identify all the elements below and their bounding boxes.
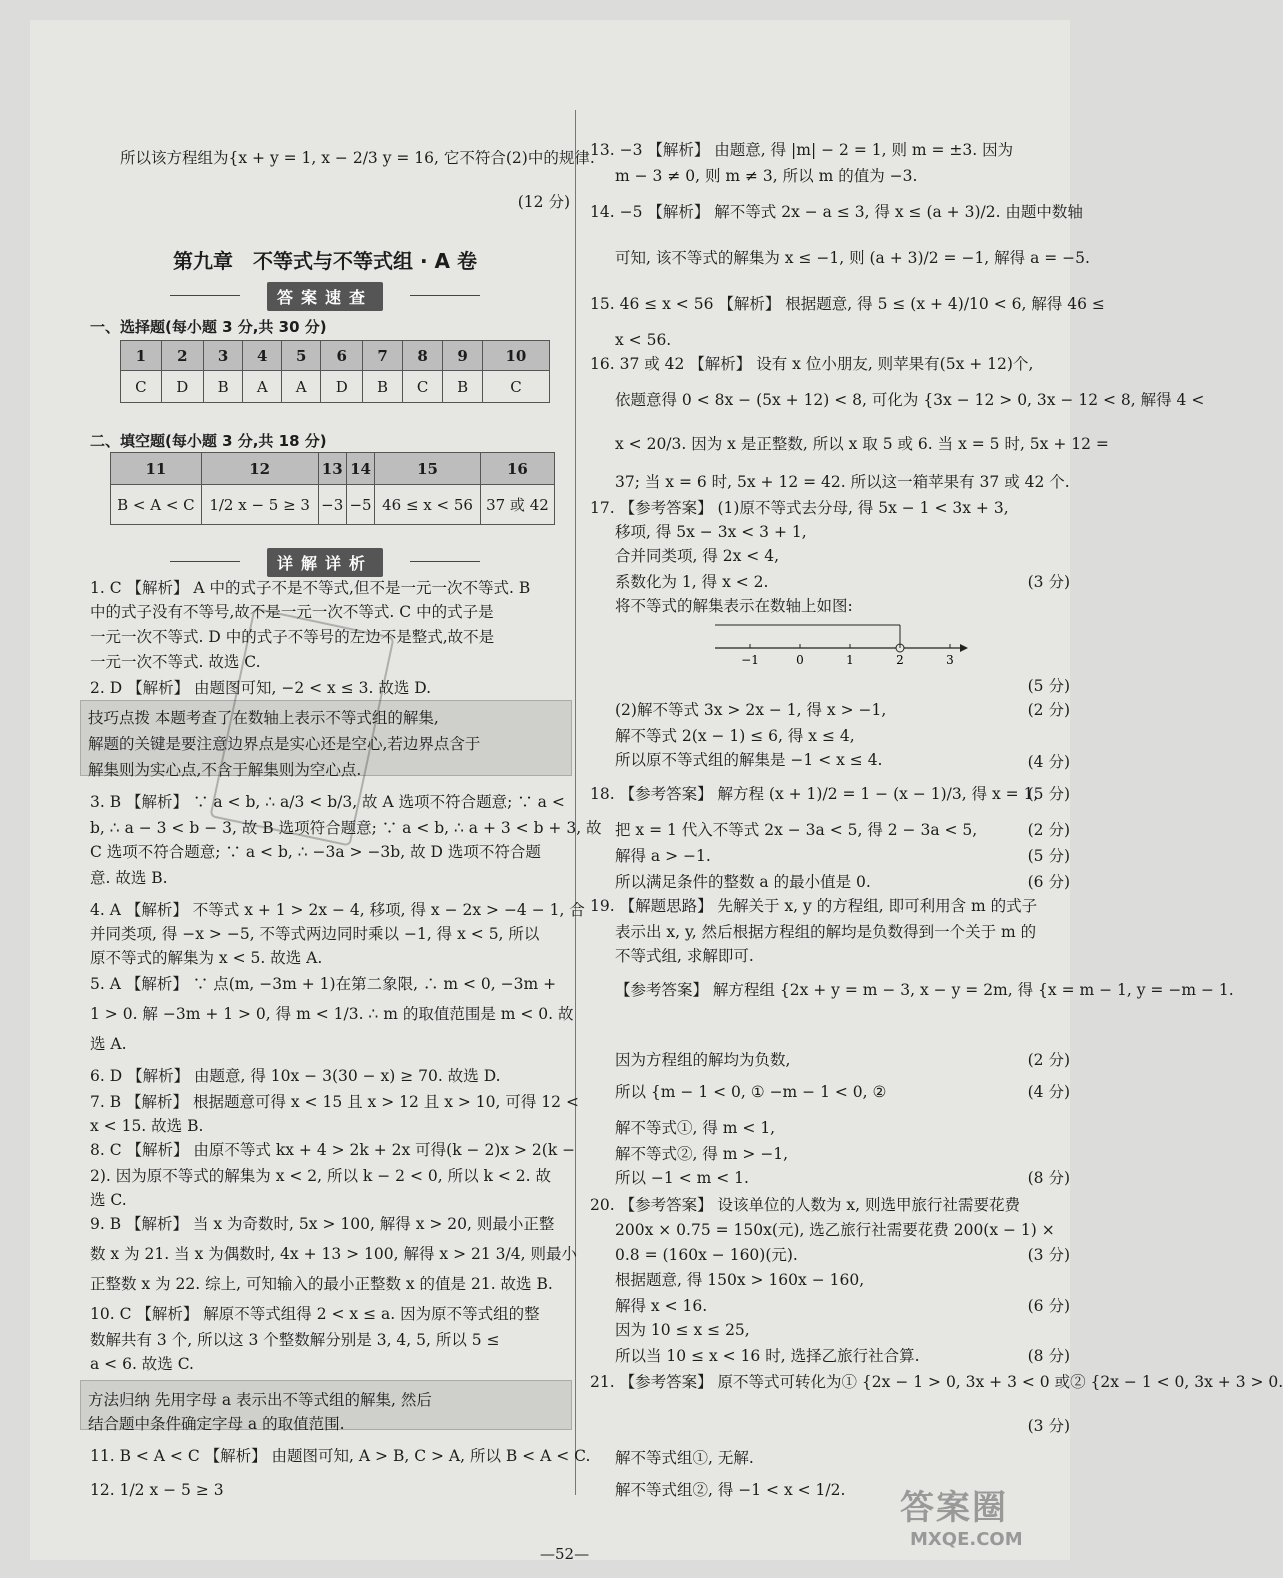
table-cell: 5 <box>282 341 321 371</box>
text-line: 并同类项, 得 −x > −5, 不等式两边同时乘以 −1, 得 x < 5, 所以 <box>90 925 540 943</box>
text-line: 可知, 该不等式的解集为 x ≤ −1, 则 (a + 3)/2 = −1, 解得 a = −5. <box>615 249 1090 267</box>
table-cell: 15 <box>375 453 481 485</box>
table-cell: 7 <box>363 341 402 371</box>
text-line: 2). 因为原不等式的解集为 x < 2, 所以 k − 2 < 0, 所以 k < 2. 故 <box>90 1167 551 1185</box>
text-line: 一元一次不等式. 故选 C. <box>90 653 261 671</box>
document-page <box>30 20 1283 1563</box>
text-line: 将不等式的解集表示在数轴上如图: <box>615 597 853 615</box>
text-line: 因为方程组的解均为负数, <box>615 1051 791 1069</box>
table-cell: 46 ≤ x < 56 <box>375 485 481 525</box>
text-line: 5. A 【解析】 ∵ 点(m, −3m + 1)在第二象限, ∴ m < 0, −3m + <box>90 975 557 993</box>
section-heading: 一、选择题(每小题 3 分,共 30 分) <box>90 318 327 336</box>
banner-label: 详解详析 <box>267 548 383 577</box>
text-line: 3. B 【解析】 ∵ a < b, ∴ a/3 < b/3, 故 A 选项不符合题意; ∵ a < <box>90 793 565 811</box>
text-line: 6. D 【解析】 由题意, 得 10x − 3(30 − x) ≥ 70. 故选 D. <box>90 1067 501 1085</box>
score: (5 分) <box>1027 785 1070 803</box>
text-line: 因为 10 ≤ x ≤ 25, <box>615 1321 750 1339</box>
text-line: 所以 −1 < m < 1. <box>615 1169 749 1187</box>
table-cell: 9 <box>443 341 482 371</box>
text-line: 解得 x < 16. <box>615 1297 708 1315</box>
text-line: 13. −3 【解析】 由题意, 得 |m| − 2 = 1, 则 m = ±3. 因为 <box>590 141 1014 159</box>
text-line: 10. C 【解析】 解原不等式组得 2 < x ≤ a. 因为原不等式组的整 <box>90 1305 540 1323</box>
banner-label: 答案速查 <box>267 282 383 311</box>
table-cell: A <box>243 371 282 403</box>
text-line: 依题意得 0 < 8x − (5x + 12) < 8, 可化为 {3x − 12 > 0, 3x − 12 < 8, 解得 4 < <box>615 391 1205 409</box>
text-line: (2)解不等式 3x > 2x − 1, 得 x > −1, <box>615 701 887 719</box>
score: (3 分) <box>1027 1246 1070 1264</box>
table-cell: 6 <box>321 341 363 371</box>
text-line: 17. 【参考答案】 (1)原不等式去分母, 得 5x − 1 < 3x + 3, <box>590 499 1009 517</box>
banner-answers <box>170 282 480 310</box>
text-line: 表示出 x, y, 然后根据方程组的解均是负数得到一个关于 m 的 <box>615 923 1037 941</box>
text-line: 8. C 【解析】 由原不等式 kx + 4 > 2k + 2x 可得(k − 2)x > 2(k − <box>90 1141 576 1159</box>
table-cell: 37 或 42 <box>480 485 554 525</box>
text-line: 根据题意, 得 150x > 160x − 160, <box>615 1271 865 1289</box>
score: (6 分) <box>1027 873 1070 891</box>
text-line: 14. −5 【解析】 解不等式 2x − a ≤ 3, 得 x ≤ (a + 3)/2. 由题中数轴 <box>590 203 1083 221</box>
text-line: 解不等式②, 得 m > −1, <box>615 1145 789 1163</box>
table-cell: 8 <box>402 341 443 371</box>
section-heading: 二、填空题(每小题 3 分,共 18 分) <box>90 432 327 450</box>
text-line: 不等式组, 求解即可. <box>615 947 754 965</box>
logo-text: 答案圈 <box>900 1488 1008 1528</box>
score: (3 分) <box>1027 1417 1070 1435</box>
score: (12 分) <box>517 193 570 211</box>
text-line: 9. B 【解析】 当 x 为奇数时, 5x > 100, 解得 x > 20, 则最小正整 <box>90 1215 555 1233</box>
table-cell: 10 <box>482 341 549 371</box>
table-cell: 11 <box>111 453 202 485</box>
text-line: 系数化为 1, 得 x < 2. <box>615 573 769 591</box>
page-number: —52— <box>540 1545 590 1563</box>
text-line: 所以该方程组为{x + y = 1, x − 2/3 y = 16, 它不符合(2)中的规律. <box>120 149 595 167</box>
text-line: b, ∴ a − 3 < b − 3, 故 B 选项符合题意; ∵ a < b, ∴ a + 3 < b + 3, 故 <box>90 819 602 837</box>
text-line: 200x × 0.75 = 150x(元), 选乙旅行社需要花费 200(x − 1) × <box>615 1221 1055 1239</box>
score: (8 分) <box>1027 1169 1070 1187</box>
text-line: 【参考答案】 解方程组 {2x + y = m − 3, x − y = 2m, 得 {x = m − 1, y = −m − 1. <box>615 981 1234 999</box>
text-line: m − 3 ≠ 0, 则 m ≠ 3, 所以 m 的值为 −3. <box>615 167 918 185</box>
tick-label: −1 <box>741 653 759 667</box>
text-line: x < 15. 故选 B. <box>90 1117 204 1135</box>
table-cell: 4 <box>243 341 282 371</box>
table-cell: 12 <box>201 453 318 485</box>
table-cell: 13 <box>318 453 346 485</box>
table-cell: 3 <box>203 341 242 371</box>
table-cell: −5 <box>346 485 374 525</box>
text-line: 正整数 x 为 22. 综上, 可知输入的最小正整数 x 的值是 21. 故选 B. <box>90 1275 553 1293</box>
text-line: 结合题中条件确定字母 a 的取值范围. <box>88 1415 345 1433</box>
text-line: 15. 46 ≤ x < 56 【解析】 根据题意, 得 5 ≤ (x + 4)/10 < 6, 解得 46 ≤ <box>590 295 1105 313</box>
answer-table-fill <box>110 452 555 525</box>
text-line: 解不等式组①, 无解. <box>615 1449 754 1467</box>
text-line: 20. 【参考答案】 设该单位的人数为 x, 则选甲旅行社需要花费 <box>590 1196 1021 1214</box>
score: (4 分) <box>1027 753 1070 771</box>
text-line: 1. C 【解析】 A 中的式子不是不等式,但不是一元一次不等式. B <box>90 579 531 597</box>
table-cell: −3 <box>318 485 346 525</box>
number-line-figure <box>710 620 970 670</box>
table-cell: D <box>161 371 203 403</box>
text-line: 中的式子没有不等号,故不是一元一次不等式. C 中的式子是 <box>90 603 494 621</box>
answer-table-choice <box>120 340 550 403</box>
text-line: 解不等式 2(x − 1) ≤ 6, 得 x ≤ 4, <box>615 727 855 745</box>
text-line: 解集则为实心点,不含于解集则为空心点. <box>88 761 362 779</box>
table-cell: B <box>443 371 482 403</box>
score: (6 分) <box>1027 1297 1070 1315</box>
score: (2 分) <box>1027 821 1070 839</box>
banner-detailed <box>170 548 480 576</box>
text-line: 11. B < A < C 【解析】 由题图可知, A > B, C > A, 所以 B < A < C. <box>90 1447 591 1465</box>
score: (2 分) <box>1027 701 1070 719</box>
table-cell: C <box>121 371 162 403</box>
text-line: 18. 【参考答案】 解方程 (x + 1)/2 = 1 − (x − 1)/3, 得 x = 1, <box>590 785 1039 803</box>
table-cell: A <box>282 371 321 403</box>
watermark-logo <box>900 1480 1023 1550</box>
text-line: 选 A. <box>90 1035 127 1053</box>
table-cell: 1 <box>121 341 162 371</box>
score: (8 分) <box>1027 1347 1070 1365</box>
text-line: 数解共有 3 个, 所以这 3 个整数解分别是 3, 4, 5, 所以 5 ≤ <box>90 1331 500 1349</box>
table-cell: 1/2 x − 5 ≥ 3 <box>201 485 318 525</box>
text-line: 把 x = 1 代入不等式 2x − 3a < 5, 得 2 − 3a < 5, <box>615 821 978 839</box>
tick-label: 0 <box>796 653 804 667</box>
score: (5 分) <box>1027 677 1070 695</box>
text-line: C 选项不符合题意; ∵ a < b, ∴ −3a > −3b, 故 D 选项不符合题 <box>90 843 541 861</box>
text-line: 2. D 【解析】 由题图可知, −2 < x ≤ 3. 故选 D. <box>90 679 432 697</box>
text-line: 7. B 【解析】 根据题意可得 x < 15 且 x > 12 且 x > 10, 可得 12 < <box>90 1093 579 1111</box>
text-line: 所以 {m − 1 < 0, ① −m − 1 < 0, ② <box>615 1083 887 1101</box>
text-line: 解不等式①, 得 m < 1, <box>615 1119 776 1137</box>
text-line: 技巧点拨 本题考查了在数轴上表示不等式组的解集, <box>88 709 439 727</box>
score: (5 分) <box>1027 847 1070 865</box>
logo-url: MXQE.COM <box>910 1529 1023 1550</box>
text-line: 19. 【解题思路】 先解关于 x, y 的方程组, 即可利用含 m 的式子 <box>590 897 1038 915</box>
text-line: 解不等式组②, 得 −1 < x < 1/2. <box>615 1481 846 1499</box>
table-cell: B < A < C <box>111 485 202 525</box>
tick-label: 1 <box>846 653 854 667</box>
table-cell: 16 <box>480 453 554 485</box>
text-line: 解得 a > −1. <box>615 847 711 865</box>
text-line: 所以满足条件的整数 a 的最小值是 0. <box>615 873 871 891</box>
text-line: 方法归纳 先用字母 a 表示出不等式组的解集, 然后 <box>88 1391 432 1409</box>
table-cell: C <box>402 371 443 403</box>
table-cell: 2 <box>161 341 203 371</box>
chapter-title: 第九章 不等式与不等式组 · A 卷 <box>173 249 477 273</box>
text-line: 解题的关键是要注意边界点是实心还是空心,若边界点含于 <box>88 735 481 753</box>
text-line: 0.8 = (160x − 160)(元). <box>615 1246 798 1264</box>
text-line: 所以原不等式组的解集是 −1 < x ≤ 4. <box>615 751 883 769</box>
text-line: 选 C. <box>90 1191 127 1209</box>
tick-label: 3 <box>946 653 954 667</box>
text-line: 合并同类项, 得 2x < 4, <box>615 547 780 565</box>
text-line: 1 > 0. 解 −3m + 1 > 0, 得 m < 1/3. ∴ m 的取值范围是 m < 0. 故 <box>90 1005 574 1023</box>
table-cell: D <box>321 371 363 403</box>
text-line: x < 20/3. 因为 x 是正整数, 所以 x 取 5 或 6. 当 x = 5 时, 5x + 12 = <box>615 435 1109 453</box>
text-line: 所以当 10 ≤ x < 16 时, 选择乙旅行社合算. <box>615 1347 920 1365</box>
score: (2 分) <box>1027 1051 1070 1069</box>
text-line: 一元一次不等式. D 中的式子不等号的左边不是整式,故不是 <box>90 628 495 646</box>
table-cell: 14 <box>346 453 374 485</box>
table-cell: B <box>363 371 402 403</box>
text-line: 4. A 【解析】 不等式 x + 1 > 2x − 4, 移项, 得 x − 2x > −4 − 1, 合 <box>90 901 585 919</box>
text-line: 意. 故选 B. <box>90 869 168 887</box>
text-line: 移项, 得 5x − 3x < 3 + 1, <box>615 523 807 541</box>
text-line: 16. 37 或 42 【解析】 设有 x 位小朋友, 则苹果有(5x + 12)个, <box>590 355 1034 373</box>
column-divider <box>575 110 576 1495</box>
score: (4 分) <box>1027 1083 1070 1101</box>
text-line: x < 56. <box>615 331 672 349</box>
text-line: 数 x 为 21. 当 x 为偶数时, 4x + 13 > 100, 解得 x > 21 3/4, 则最小 <box>90 1245 577 1263</box>
text-line: 12. 1/2 x − 5 ≥ 3 <box>90 1481 224 1499</box>
text-line: 37; 当 x = 6 时, 5x + 12 = 42. 所以这一箱苹果有 37 或 42 个. <box>615 473 1070 491</box>
table-cell: C <box>482 371 549 403</box>
tick-label: 2 <box>896 653 904 667</box>
text-line: 21. 【参考答案】 原不等式可转化为① {2x − 1 > 0, 3x + 3 < 0 或② {2x − 1 < 0, 3x + 3 > 0. <box>590 1373 1283 1391</box>
text-line: a < 6. 故选 C. <box>90 1355 194 1373</box>
table-cell: B <box>203 371 242 403</box>
text-line: 原不等式的解集为 x < 5. 故选 A. <box>90 949 323 967</box>
score: (3 分) <box>1027 573 1070 591</box>
